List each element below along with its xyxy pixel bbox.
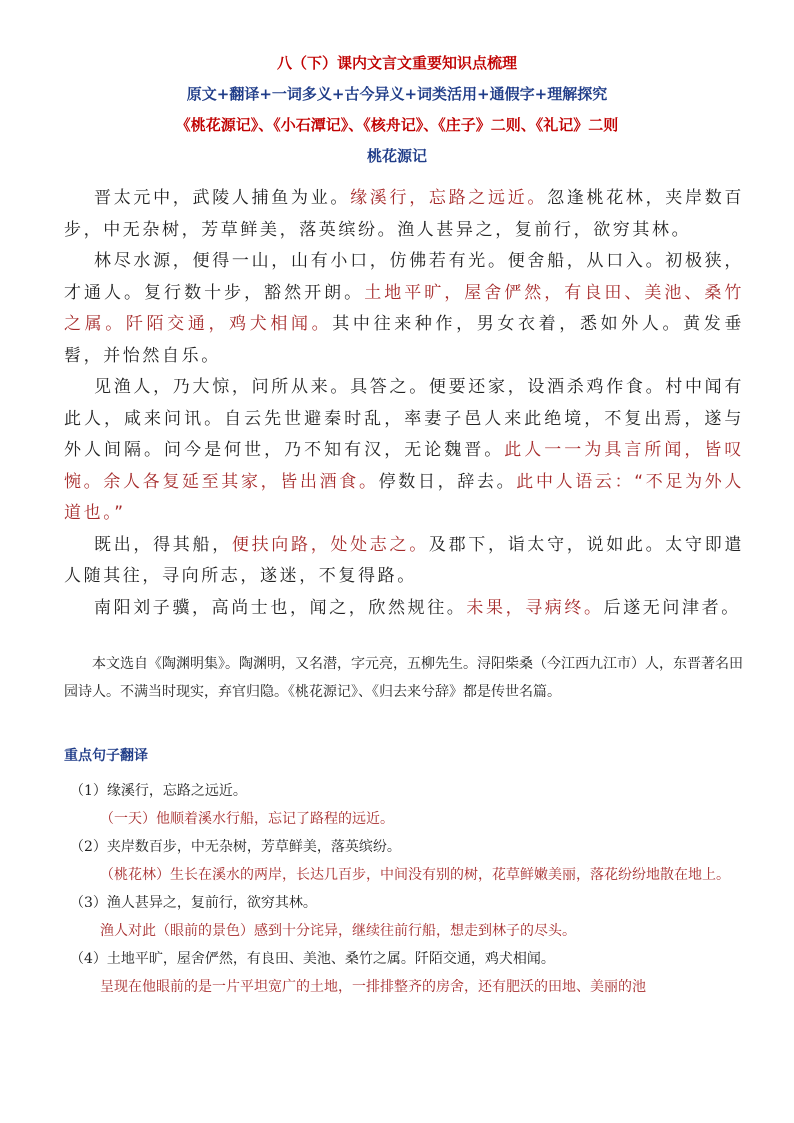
passage-sentence: 见渔人，乃大惊，问所从来。具答之。便要还家，设酒杀鸡作食。村中闻有此人，咸来问讯。自云先世避秦时乱，率妻子邑人来此绝境，不复出焉，遂与外人间隔。问今是何世，乃不知有汉，无论魏晋。 <box>64 377 744 460</box>
passage-sentence-highlight: 此人一一为具言所闻，皆叹惋。余人各复延至其家，皆出酒食。 <box>64 440 744 492</box>
translation-answer: （一天）他顺着溪水行船，忘记了路程的远近。 <box>100 811 394 827</box>
passage-paragraph-5 <box>64 593 744 625</box>
passage-paragraph-1 <box>64 183 744 246</box>
passage-sentence: 忽逢桃花林，夹岸数百步，中无杂树，芳草鲜美，落英缤纷。渔人甚异之，复前行，欲穷其林。 <box>64 188 745 240</box>
classical-passage <box>64 183 744 624</box>
passage-sentence: 及郡下，诣太守，说如此。太守即遣人随其往，寻向所志，遂迷，不复得路。 <box>64 534 744 586</box>
passage-sentence-highlight: 土地平旷，屋舍俨然，有良田、美池、桑竹之属。阡陌交通，鸡犬相闻。 <box>64 282 745 334</box>
translation-question: （1）缘溪行，忘路之远近。 <box>70 783 247 799</box>
passage-sentence-highlight: 缘溪行，忘路之远近。 <box>350 188 548 208</box>
translation-answer: 渔人对此（眼前的景色）感到十分诧异，继续往前行船，想走到林子的尽头。 <box>100 923 576 939</box>
passage-sentence-highlight: 未果，寻病终。 <box>466 597 604 618</box>
document-subtitle: 原文+翻译+一词多义+古今异义+词类活用+通假字+理解探究 <box>186 85 608 103</box>
text-list: 《桃花源记》、《小石潭记》、《核舟记》、《庄子》二则、《礼记》二则 <box>175 116 619 134</box>
translation-question: （3）渔人甚异之，复前行，欲穷其林。 <box>70 895 317 911</box>
passage-sentence: 停数日，辞去。 <box>378 471 517 492</box>
passage-sentence-highlight: 此中人语云：“不足为外人道也。” <box>64 471 744 523</box>
passage-sentence: 既出，得其船， <box>94 534 232 555</box>
passage-sentence: 晋太元中，武陵人捕鱼为业。 <box>94 188 351 208</box>
translation-answer: 呈现在他眼前的是一片平坦宽广的土地，一排排整齐的房舍，还有肥沃的田地、美丽的池 <box>100 979 646 995</box>
translation-list <box>64 777 744 1001</box>
passage-paragraph-2 <box>64 246 744 372</box>
author-introduction: 本文选自《陶渊明集》。陶渊明，又名潜，字元亮，五柳先生。浔阳柴桑（今江西九江市）人，东晋著名田园诗人。不满当时现实，弃官归隐。《桃花源记》、《归去来兮辞》都是传世名篇。 <box>64 656 743 700</box>
passage-sentence-highlight: 便扶向路，处处志之。 <box>231 534 429 555</box>
passage-sentence: 后遂无问津者。 <box>603 597 741 618</box>
passage-sentence: 其中往来种作，男女衣着，悉如外人。黄发垂髫，并怡然自乐。 <box>64 314 745 366</box>
passage-paragraph-4 <box>64 530 744 593</box>
translation-answer: （桃花林）生长在溪水的两岸，长达几百步，中间没有别的树，花草鲜嫩美丽，落花纷纷地散在地上。 <box>100 867 730 883</box>
passage-sentence: 南阳刘子骥，高尚士也，闻之，欣然规往。 <box>94 597 467 618</box>
translation-question: （4）土地平旷，屋舍俨然，有良田、美池、桑竹之属。阡陌交通，鸡犬相闻。 <box>70 951 555 967</box>
translation-heading: 重点句子翻译 <box>64 748 148 764</box>
section-title: 桃花源记 <box>366 147 427 165</box>
document-title: 八（下）课内文言文重要知识点梳理 <box>276 54 517 72</box>
passage-paragraph-3 <box>64 372 744 530</box>
passage-sentence: 林尽水源，便得一山，山有小口，仿佛若有光。便舍船，从口入。初极狭，才通人。复行数十步，豁然开朗。 <box>64 251 744 303</box>
translation-question: （2）夹岸数百步，中无杂树，芳草鲜美，落英缤纷。 <box>70 839 401 855</box>
